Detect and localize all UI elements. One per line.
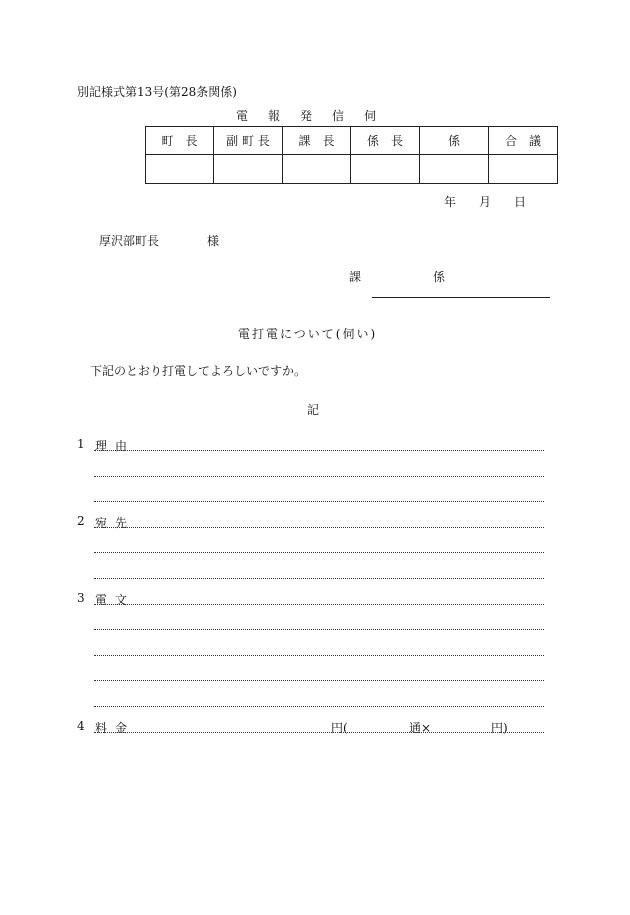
- stamp-cell[interactable]: [420, 155, 489, 184]
- approval-header-staff: 係: [420, 127, 489, 155]
- stamp-cell[interactable]: [214, 155, 283, 184]
- item-number: 4: [77, 719, 85, 733]
- subject: 電打電について(伺い): [238, 327, 378, 341]
- ki-heading: 記: [307, 403, 320, 417]
- sender-section: 課: [349, 270, 362, 284]
- item-number: 2: [77, 514, 85, 528]
- sender: [349, 268, 445, 285]
- form-number: 別記様式第13号(第28条関係): [77, 85, 237, 99]
- message-line[interactable]: [94, 655, 544, 656]
- stamp-cell[interactable]: [489, 155, 558, 184]
- fee-yen-open: 円(: [331, 721, 348, 735]
- reason-line[interactable]: [94, 476, 544, 477]
- approval-header-mayor: 町 長: [146, 127, 214, 155]
- message-line[interactable]: [94, 629, 544, 630]
- date-month: 月: [479, 195, 492, 209]
- title-char: 報: [268, 109, 281, 123]
- addressee-honorific: 様: [207, 234, 220, 248]
- approval-stamp-row: [146, 155, 558, 184]
- item-label-destination: 宛先: [95, 516, 136, 530]
- approval-header-unit-chief: 係 長: [351, 127, 420, 155]
- message-line[interactable]: [94, 604, 544, 605]
- approval-header-section-chief: 課 長: [283, 127, 351, 155]
- item-number: 1: [77, 437, 85, 451]
- document-title: [236, 107, 396, 124]
- title-char: 信: [332, 109, 345, 123]
- destination-line[interactable]: [94, 527, 544, 528]
- approval-header-row: [146, 127, 558, 155]
- date-line: [444, 193, 526, 210]
- item-label-message: 電文: [95, 593, 136, 607]
- reason-line[interactable]: [94, 501, 544, 502]
- fee-count: 通×: [409, 721, 432, 735]
- stamp-cell[interactable]: [351, 155, 420, 184]
- title-char: 伺: [364, 109, 377, 123]
- addressee: [99, 232, 219, 249]
- reason-line[interactable]: [94, 450, 544, 451]
- stamp-cell[interactable]: [146, 155, 214, 184]
- item-label-reason: 理由: [95, 439, 136, 453]
- date-day: 日: [514, 195, 527, 209]
- intro-text: 下記のとおり打電してよろしいですか。: [90, 364, 307, 378]
- approval-header-consultation: 合 議: [489, 127, 558, 155]
- approval-header-deputy-mayor: 副 町 長: [214, 127, 283, 155]
- sender-staff: 係: [433, 270, 446, 284]
- title-char: 発: [300, 109, 313, 123]
- destination-line[interactable]: [94, 552, 544, 553]
- fee-line[interactable]: [94, 732, 544, 733]
- title-char: 電: [236, 109, 249, 123]
- fee-yen-close: 円): [491, 721, 508, 735]
- message-line[interactable]: [94, 706, 544, 707]
- approval-table: [145, 126, 558, 184]
- sender-underline: [372, 297, 550, 298]
- message-line[interactable]: [94, 680, 544, 681]
- item-label-fee: 料金: [95, 721, 136, 735]
- date-year: 年: [444, 195, 457, 209]
- destination-line[interactable]: [94, 578, 544, 579]
- stamp-cell[interactable]: [283, 155, 351, 184]
- item-number: 3: [77, 591, 85, 605]
- addressee-name: 厚沢部町長: [99, 234, 160, 248]
